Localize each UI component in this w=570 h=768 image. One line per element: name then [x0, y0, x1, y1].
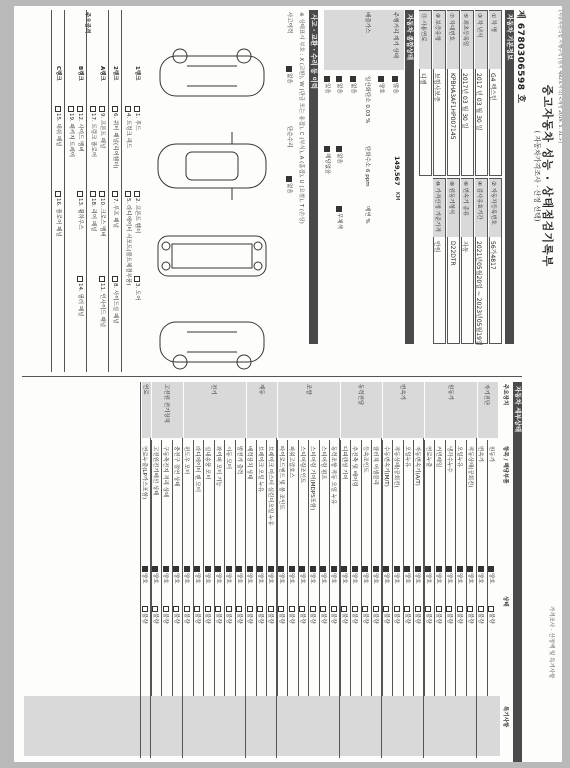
basic-info-row	[461, 10, 474, 176]
emission-value-2: 탄화수소 6 ppm	[364, 146, 370, 187]
basic-info-label: ⑨ 보증유형	[434, 13, 440, 41]
detail-item-label: 냉각수누수	[446, 446, 452, 473]
detail-item-label: 등속조인트	[362, 446, 368, 473]
detail-item-label: 브레이크 마스터 실린더오일 누유	[267, 446, 274, 526]
basic-info-label: ⑥ 변속기 종류	[462, 181, 468, 216]
panel-item: 14. 필러 패널	[77, 276, 85, 317]
state-bad: 불량	[373, 606, 381, 624]
detail-group-label: 동력전달	[357, 384, 364, 406]
state-good: 양호	[467, 566, 475, 584]
state-bad: 불량	[488, 606, 496, 624]
detail-item-label: 윈도우 모터	[183, 446, 190, 475]
detail-item-label: 변속기	[477, 446, 484, 462]
basic-info-value: D22DTR	[449, 241, 456, 266]
detail-group-label: 전기	[210, 384, 217, 395]
state-good: 양호	[383, 566, 391, 584]
panel-item: 10. 크로스 멤버	[99, 191, 107, 237]
detail-group-label: 고전원 전기장치	[163, 384, 170, 423]
col-main-label: 주요장치	[502, 384, 508, 406]
detail-item-label: 원동기	[488, 446, 494, 462]
panel-item: 16. 플로어 패널	[55, 191, 63, 237]
state-good: 양호	[373, 566, 381, 584]
col-item-label: 항목 / 해당부품	[502, 446, 508, 484]
detail-header: 자동차 세부상태	[513, 382, 522, 762]
state-bad: 불량	[194, 606, 202, 624]
state-bad: 불량	[467, 606, 475, 624]
detail-item-label: 시동 모터	[225, 446, 232, 470]
doc-no-prefix: 제	[515, 10, 525, 20]
basic-info-label: ② 자동차등록번호	[490, 181, 496, 225]
detail-item-label: 작동상태(공회전)	[393, 446, 400, 488]
state-bad: 불량	[331, 606, 339, 624]
color-status: 무채색	[336, 206, 344, 229]
state-good: 양호	[152, 566, 160, 584]
state-bad: 불량	[415, 606, 423, 624]
detail-item-label: 고전원전기배선 상태	[152, 446, 158, 496]
state-bad: 불량	[257, 606, 265, 624]
state-bad: 불량	[247, 606, 255, 624]
detail-item-label: 구동축전지 격리 상태	[162, 446, 169, 498]
remark-column	[24, 696, 500, 756]
state-bad: 불량	[478, 606, 486, 624]
state-bad: 불량	[320, 606, 328, 624]
accident-header: 사고 · 교환 · 수리 등 이력	[309, 10, 318, 344]
car-other-side-diagram	[152, 302, 272, 382]
basic-info-value: 56가4817	[489, 241, 496, 270]
emission-label: 배출가스	[364, 12, 370, 34]
panel-item: 18. 리어 패널	[90, 191, 98, 232]
state-bad: 불량	[184, 606, 192, 624]
detail-item-label: 오일누유	[456, 446, 463, 468]
usage-change: 없음	[336, 146, 344, 164]
col-state-label: 상태	[502, 596, 508, 607]
detail-group-label: 조향	[305, 384, 311, 395]
emission-value-3: 매연 %	[364, 206, 370, 224]
basic-info-label: ④ 검사유효기간	[476, 181, 482, 220]
basic-info-label: ⑪ 사용연료	[420, 13, 426, 42]
panel-item: 5. 라디에이터 서포트(볼트체결부품)	[125, 191, 133, 285]
panel-item: 1. 후드	[134, 106, 142, 131]
detail-group-label: 연료	[142, 384, 149, 395]
basic-info-row	[433, 10, 446, 176]
state-good: 양호	[436, 566, 444, 584]
document-title: 중고자동차 성능 · 상태점검기록부	[541, 84, 554, 268]
history-header: 자동차 종합상태	[405, 10, 414, 344]
state-good: 양호	[352, 566, 360, 584]
basic-info-row	[489, 178, 502, 344]
basic-info-value: 디젤	[419, 73, 426, 85]
state-bad: 불량	[394, 606, 402, 624]
state-good: 양호	[457, 566, 465, 584]
state-bad: 불량	[362, 606, 370, 624]
detail-item-label: 동력조향 작동 오일 누유	[330, 446, 337, 505]
state-good: 양호	[320, 566, 328, 584]
basic-info-value: 자동	[461, 241, 468, 253]
state-good: 양호	[341, 566, 349, 584]
basic-info-value: 보험사보증	[433, 73, 440, 102]
state-good: 양호	[236, 566, 244, 584]
basic-info-row	[475, 178, 488, 344]
state-bad: 불량	[278, 606, 286, 624]
basic-info-value: G4 렉스턴	[489, 73, 496, 101]
state-bad: 불량	[446, 606, 454, 624]
panel-item: 6. 쿼터 패널(리어휀더)	[112, 106, 120, 169]
accident-value: 없음	[286, 66, 294, 84]
state-good: 양호	[310, 566, 318, 584]
state-bad: 불량	[436, 606, 444, 624]
state-bad: 불량	[226, 606, 234, 624]
simple-repair-label: 단순수리	[286, 126, 292, 148]
mileage-label: 주행거리 계기 상태	[392, 12, 398, 59]
detail-item-label: 수동변속기(M/T)	[383, 446, 389, 487]
detail-item-label: 라디에이터 팬 모터	[194, 446, 200, 493]
detail-item-label: 충전구 절연 상태	[173, 446, 179, 487]
state-bad: 불량	[152, 606, 160, 624]
basic-info-label: ⑧ 원동기형식	[448, 181, 454, 215]
panel-item: 19. 패키지 트레이	[68, 106, 76, 157]
detail-item-label: 작동상태(공회전)	[467, 446, 473, 488]
state-bad: 불량	[205, 606, 213, 624]
state-good: 양호	[362, 566, 370, 584]
detail-item-label: 연료누출(LP가스포함)	[141, 446, 148, 500]
state-good: 양호	[415, 566, 423, 584]
state-bad: 불량	[236, 606, 244, 624]
emission-value-1: 일산화탄소 0.03 %	[364, 76, 370, 124]
state-bad: 불량	[173, 606, 181, 624]
detail-item-label: 자동변속기(A/T)	[414, 446, 421, 486]
main-frame-label: 주요골격	[84, 12, 90, 34]
state-good: 양호	[194, 566, 202, 584]
detail-item-label: 배력장치 상태	[246, 446, 253, 480]
panel-item: 17. 트렁크 플로어	[90, 106, 98, 157]
rotated-document	[14, 6, 562, 762]
basic-info-label: ③ 차 년식	[476, 13, 482, 38]
basic-info-row	[475, 10, 488, 176]
detail-item-label: 추진축 및 베어링	[351, 446, 358, 487]
state-good: 양호	[215, 566, 223, 584]
detail-item-label: 스티어링조인트	[299, 446, 305, 484]
detail-item-label: 브레이크 오일 누유	[257, 446, 263, 493]
rank-label: 1랭크	[134, 66, 140, 81]
car-underbody-diagram	[152, 216, 272, 296]
panel-item: 9. 프론트 패널	[99, 106, 107, 148]
detail-group-label: 원동기	[446, 384, 453, 400]
page-note: 가격조사 · 산정액 및 특기사항	[548, 606, 554, 679]
state-good: 양호	[425, 566, 433, 584]
basic-info-row	[461, 178, 474, 344]
state-bad: 불량	[341, 606, 349, 624]
panel-item: 2. 프론트 휀더	[134, 191, 142, 233]
detail-item-label: 파워고압호스	[288, 446, 295, 478]
panel-item: 11. 인사이드 패널	[99, 276, 107, 327]
state-bad: 불량	[268, 606, 276, 624]
state-good: 양호	[278, 566, 286, 584]
basic-info-value: 2017 년 03 월 30 일	[475, 73, 482, 131]
state-good: 양호	[205, 566, 213, 584]
rank-label: A랭크	[99, 66, 105, 81]
state-good: 양호	[257, 566, 265, 584]
state-good: 양호	[488, 566, 496, 584]
state-bad: 불량	[163, 606, 171, 624]
basic-info-header: 자동차 기본정보	[505, 10, 514, 344]
rank-label: 2랭크	[112, 66, 118, 81]
detail-group-label: 자기진단	[483, 384, 490, 406]
state-bad: 불량	[289, 606, 297, 624]
basic-info-row	[447, 178, 460, 344]
detail-item-label: 클러치 어셈블리	[372, 446, 379, 485]
simple-repair-value: 없음	[286, 176, 294, 194]
main-options: 있음	[324, 76, 332, 94]
detail-item-label: 발전기 출력	[236, 446, 242, 475]
state-good: 양호	[142, 566, 150, 584]
mileage-unit: KM	[394, 192, 400, 201]
state-good: 양호	[446, 566, 454, 584]
detail-item-label: 와이퍼 모터 기능	[215, 446, 221, 487]
state-bad: 불량	[299, 606, 307, 624]
state-good: 양호	[404, 566, 412, 584]
rank-label: C랭크	[55, 66, 61, 81]
form-note: [자동차관리법 시행규칙 [별지 제82호서식] <개정 2019. 5. 31.>]	[557, 10, 562, 143]
basic-info-value: KPBHA3AF1HP007145	[449, 73, 456, 140]
state-bad: 불량	[457, 606, 465, 624]
state-bad: 불량	[215, 606, 223, 624]
special-history: 없음	[336, 76, 344, 94]
doc-no-value: 6780306598	[515, 22, 525, 91]
basic-info-value: 만원	[433, 241, 440, 253]
state-bad: 불량	[142, 606, 150, 624]
accident-note: ※ 상태표시 부호 : X (교환), W (판금 또는 용접), C (부식), A (흠집), U (요철), T (손상)	[298, 12, 304, 224]
basic-info-label: ① 차 명	[490, 13, 496, 33]
mileage-value: 149,567	[393, 156, 401, 186]
state-good: 양호	[163, 566, 171, 584]
detail-item-label: 스티어링 기어(MDPS포함)	[309, 446, 316, 511]
accident-label: 사고이력	[286, 12, 292, 34]
recall-status: 해당없음	[324, 146, 332, 174]
state-good: 양호	[268, 566, 276, 584]
detail-item-label: 스티어링 펌프	[320, 446, 326, 480]
state-good: 양호	[173, 566, 181, 584]
basic-info-row	[433, 178, 446, 344]
state-bad: 불량	[310, 606, 318, 624]
state-good: 양호	[394, 566, 402, 584]
col-remark-label: 특기사항	[502, 706, 508, 728]
panel-item: 8. 사이드실 패널	[112, 276, 120, 324]
vin-status: 양호	[378, 76, 386, 94]
panel-item: 3. 도어	[134, 276, 142, 301]
state-good: 양호	[289, 566, 297, 584]
detail-item-label: 타이로드엔드 및 볼 조인트	[278, 446, 284, 510]
state-good: 양호	[478, 566, 486, 584]
rank-label: B랭크	[77, 66, 83, 81]
state-good: 양호	[331, 566, 339, 584]
state-bad: 불량	[404, 606, 412, 624]
car-top-view-diagram	[152, 126, 272, 206]
basic-info-label: ⑦ 차대번호	[448, 13, 454, 41]
panel-item: 7. 루프 패널	[112, 191, 120, 228]
detail-item-label: 오일누유	[404, 446, 410, 468]
basic-info-value: 2017년 03 월 30 일	[461, 73, 468, 129]
panel-item: 15. 대쉬 패널	[55, 106, 63, 147]
tuning-status: 없음	[350, 76, 358, 94]
state-bad: 불량	[352, 606, 360, 624]
document-subtitle: ( 자동차가격조사 · 산정 선택)	[533, 130, 541, 222]
basic-info-label: ⑩ 가격산정 기준가격	[434, 181, 440, 232]
state-good: 양호	[299, 566, 307, 584]
panel-item: 4. 트렁크 리드	[125, 106, 133, 148]
basic-info-row	[419, 10, 432, 176]
detail-group-label: 제동	[257, 384, 264, 395]
detail-item-label: 디피렌셜 기어	[341, 446, 347, 480]
mileage-status: 많음	[392, 76, 400, 94]
basic-info-value: 2021년05월20일 ~ 2023년05월19일	[475, 241, 482, 346]
inspection-record-sheet	[14, 6, 562, 762]
doc-no-suffix: 호	[515, 94, 525, 104]
car-side-view-diagram	[152, 36, 272, 116]
detail-item-label: 커먼레일	[435, 446, 442, 468]
panel-item: 13. 휠하우스	[77, 191, 85, 230]
state-good: 양호	[226, 566, 234, 584]
state-good: 양호	[184, 566, 192, 584]
panel-item: 12. 사이드 멤버	[77, 106, 85, 152]
detail-item-label: 실내송풍 모터	[204, 446, 211, 480]
basic-info-row	[447, 10, 460, 176]
document-number	[515, 10, 528, 103]
detail-item-label: 연료누출	[425, 446, 431, 468]
detail-group-label: 변속기	[399, 384, 406, 400]
state-good: 양호	[247, 566, 255, 584]
state-bad: 불량	[383, 606, 391, 624]
basic-info-row	[489, 10, 502, 176]
basic-info-label: ⑤ 최초등록일	[462, 13, 468, 47]
state-bad: 불량	[425, 606, 433, 624]
